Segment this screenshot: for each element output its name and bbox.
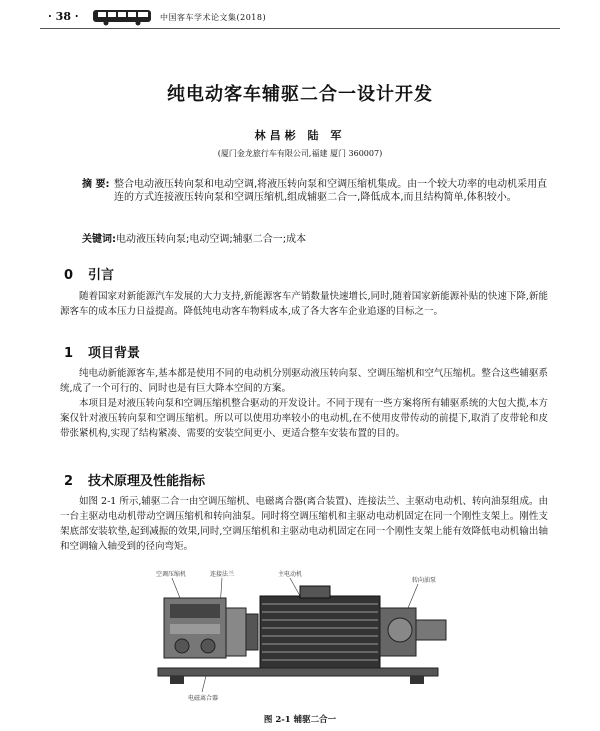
- abstract-text: 整合电动液压转向泵和电动空调,将液压转向泵和空调压缩机集成。由一个较大功率的电动机采用直连的方式连接液压转向泵和空调压缩机,组成辅驱二合一,降低成本,而且结构简单,体积较小。: [114, 179, 548, 203]
- running-header: [40, 6, 560, 28]
- section-body: [60, 494, 548, 554]
- label-clutch: 电磁离合器: [188, 695, 219, 702]
- keywords-label: 关键词:: [82, 234, 116, 245]
- section-heading: [64, 264, 114, 283]
- base-frame: [158, 668, 438, 676]
- section-heading: [64, 342, 140, 361]
- compressor-drawing: [164, 598, 226, 658]
- section-body: [60, 366, 548, 441]
- figure-caption: 图 2-1 辅驱二合一: [263, 715, 337, 725]
- figure-2-1: [150, 568, 460, 708]
- abstract-label: 摘 要:: [82, 179, 110, 190]
- motor-drawing: [260, 586, 380, 668]
- label-pump: 转向油泵: [412, 577, 437, 584]
- section-title: 项目背景: [88, 346, 141, 361]
- authors: 林昌彬 陆 军: [254, 129, 346, 142]
- journal-title: 中国客车学术论文集(2018): [160, 13, 267, 22]
- label-flange: 连接法兰: [210, 571, 235, 578]
- article-title: 纯电动客车辅驱二合一设计开发: [167, 84, 433, 105]
- section-heading: [64, 470, 205, 489]
- abstract: [82, 178, 550, 204]
- keywords: [82, 230, 550, 245]
- bus-logo-icon: [92, 8, 154, 26]
- label-motor: 主电动机: [278, 571, 303, 578]
- flange-drawing: [226, 608, 246, 656]
- affiliation: (厦门金龙旅行车有限公司,福建 厦门 360007): [217, 149, 383, 158]
- section-number: 0: [64, 268, 74, 283]
- paragraph: 本项目是对液压转向泵和空调压缩机整合驱动的开发设计。不同于现有一些方案将所有辅驱系统的大包大揽,本方案仅针对液压转向泵和空调压缩机。所以可以使用功率较小的电动机,在不使用皮带传动的前提下,取消了皮带轮和皮带张紧机构,实现了结构紧凑、需要的安装空间更小、更适合整车安装布置的目的。: [60, 398, 548, 439]
- clutch-drawing: [246, 614, 258, 650]
- section-number: 1: [64, 346, 74, 361]
- label-compressor: 空调压缩机: [156, 571, 187, 578]
- pump-drawing: [380, 608, 446, 656]
- section-body: [60, 289, 548, 319]
- page-number: · 38 ·: [48, 10, 79, 23]
- paragraph: 如图 2-1 所示,辅驱二合一由空调压缩机、电磁离合器(离合装置)、连接法兰、主驱动电动机、转向油泵组成。由一台主驱动电动机带动空调压缩机和转向油泵。同时将空调压缩机和主驱动电动机固定在同一个刚性支架上。刚性支架底部安装软垫,起到减振的效果,同时,空调压缩机和主驱动电动机固定在同一个刚性支架上能有效降低电动机输出轴和空调输入轴受到的径向弯矩。: [60, 496, 548, 552]
- paragraph: 随着国家对新能源汽车发展的大力支持,新能源客车产销数量快速增长,同时,随着国家新能源补贴的快速下降,新能源客车的成本压力日益提高。降低纯电动客车物料成本,成了各大客车企业追逐的目标之一。: [60, 291, 548, 317]
- section-title: 技术原理及性能指标: [88, 474, 206, 489]
- header-rule: [40, 28, 560, 29]
- keywords-text: 电动液压转向泵;电动空调;辅驱二合一;成本: [116, 234, 307, 245]
- section-number: 2: [64, 474, 74, 489]
- section-title: 引言: [88, 268, 115, 283]
- paragraph: 纯电动新能源客车,基本都是使用不同的电动机分别驱动液压转向泵、空调压缩机和空气压缩机。整合这些辅驱系统,成了一个可行的、同时也是有巨大降本空间的方案。: [60, 368, 548, 394]
